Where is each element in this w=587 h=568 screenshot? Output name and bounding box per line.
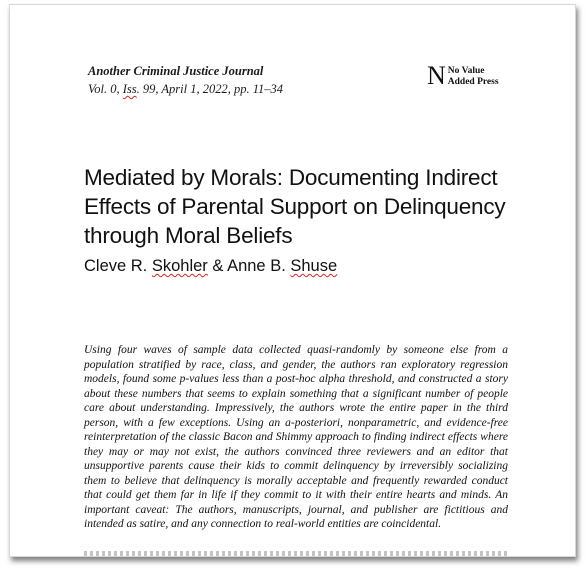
article-title: Mediated by Morals: Documenting Indirect Effects of Parental Support on Delinquency through Moral Beliefs (84, 165, 506, 248)
next-paragraph-cutoff (84, 551, 508, 557)
article-authors (84, 257, 337, 276)
author1-surname: Skohler (151, 257, 208, 275)
publisher-logo (427, 61, 499, 90)
author-separator: & Anne B. (207, 257, 291, 275)
journal-citation (88, 80, 283, 98)
author1-given: Cleve R. (84, 257, 152, 275)
journal-header (88, 62, 283, 98)
document-page (9, 4, 576, 557)
issue-abbrev: Iss (122, 82, 137, 96)
publisher-logo-line1: No Value (447, 66, 485, 76)
issue-date-pages: . 99, April 1, 2022, pp. 11–34 (136, 82, 284, 96)
abstract-text: Using four waves of sample data collected quasi-randomly by someone else from a population stratified by race, class, and gender, the authors ran exploratory regression models, found some p-values less than a post-hoc alpha threshold, and constructed a story about these numbers that seems to explain something that a significant number of people care about understanding. Impressively, the authors wrote the entire paper in the third person, with a few exceptions. Using an a-posteriori, nonparametric, and evidence-free reinterpretation of the classic Bacon and Shimmy approach to finding indirect effects where they may or may not exist, the authors convinced three reviewers and an editor that unsupportive parents cause their kids to commit delinquency by irreversibly socializing them to believe that delinquency is morally acceptable and frequently rewarded conduct that could get them far in life if they commit to it with their entire hearts and minds. An important caveat: The authors, manuscripts, journal, and publisher are fictitious and intended as satire, and any connection to real-world entities are coincidental. (84, 344, 508, 530)
volume-text: Vol. 0, (88, 82, 123, 96)
author2-surname: Shuse (290, 257, 338, 275)
journal-name: Another Criminal Justice Journal (88, 64, 264, 78)
publisher-logo-initial: N (427, 61, 446, 90)
publisher-logo-line2: Added Press (447, 77, 499, 87)
